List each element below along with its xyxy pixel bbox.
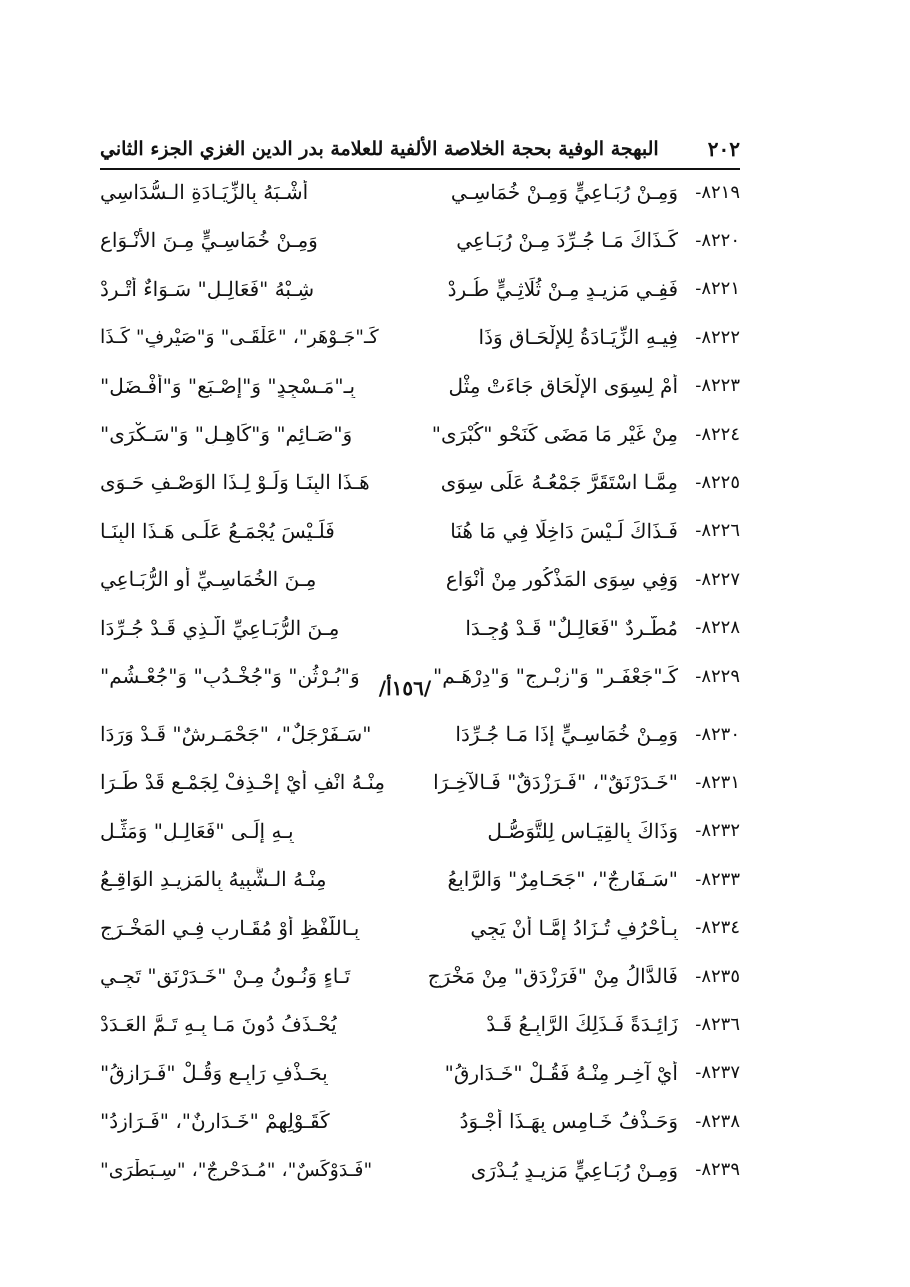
verse-number: ٨٢٣٥-	[695, 965, 740, 987]
verse-number: ٨٢٢٧-	[695, 568, 740, 590]
second-hemistich: مِنْـهُ انْفِ أَيْ إِحْـذِفْ لِجَمْـعٍ قَدْ طَـرَا	[100, 770, 386, 795]
verse-line	[100, 364, 740, 408]
verse-line	[100, 606, 740, 650]
second-hemistich: مِنْـهُ الـشَّبِيهُ بِالمَزِيـدِ الوَاقِـعُ	[100, 867, 327, 892]
first-hemistich: فِيـهِ الزِّيَـادَةُ لِلإِلْحَـاقِ وَذَا	[478, 325, 678, 350]
first-hemistich: أَمْ لِسِوَى الإِلْحَاقِ جَاءَتْ مِثْلِ	[448, 373, 678, 398]
verse-line	[100, 906, 740, 950]
verse-number: ٨٢١٩-	[695, 181, 740, 203]
first-hemistich: كَـذَاكَ مَـا جُـرِّدَ مِـنْ رُبَـاعِي	[456, 228, 678, 253]
verse-number: ٨٢٢٢-	[695, 326, 740, 348]
verse-number: ٨٢٢١-	[695, 278, 740, 300]
second-hemistich: كَقَـوْلِهِمْ "خَـدَارِنٌ"، "فَـرَازِدُ"	[100, 1109, 330, 1134]
second-hemistich: مِـنَ الرُّبَـاعِيِّ الَّـذِي قَـدْ جُـرِّدَا	[100, 615, 340, 640]
second-hemistich: فَلَـيْسَ يُجْمَـعُ عَلَـى هَـذَا البِنَـا	[100, 518, 335, 543]
second-hemistich: كَـ"جَـوْهَرٍ"، "عَلْقَـى" وَ"صَيْرِفٍ" كَـذَا	[100, 326, 379, 349]
second-hemistich: شِـبْهُ "فَعَالِـلٍ" سَـوَاءٌ أَتْـرِدْ	[100, 276, 315, 301]
verse-number: ٨٢٣٢-	[695, 820, 740, 842]
verse-line	[100, 1099, 740, 1143]
verse-line	[100, 1002, 740, 1046]
verse-line	[100, 170, 740, 214]
verse-line	[100, 954, 740, 998]
first-hemistich: فَالدَّالُ مِنْ "فَرَزْدَقٍ" مِنْ مَخْرَجِ	[427, 964, 678, 988]
page-number: ٢٠٢	[707, 137, 740, 161]
verse-number: ٨٢٣٩-	[695, 1159, 740, 1181]
folio-marker: /١٥٦أ/	[378, 676, 432, 700]
verse-number: ٨٢٢٦-	[695, 520, 740, 542]
verse-line	[100, 315, 740, 359]
verse-number: ٨٢٣٣-	[695, 868, 740, 890]
verse-line	[100, 509, 740, 553]
verse-number: ٨٢٢٨-	[695, 617, 740, 639]
verse-number: ٨٢٢٣-	[695, 375, 740, 397]
verse-line	[100, 809, 740, 853]
first-hemistich: كَـ"جَعْفَـرٍ" وَ"زِبْـرِجٍ" وَ"دِرْهَـمٍ"	[433, 664, 678, 688]
second-hemistich: وَمِـنْ خُمَاسِـيٍّ مِـنَ الأَنْـوَاعِ	[100, 228, 318, 253]
verse-number: ٨٢٢٤-	[695, 423, 740, 445]
verse-number: ٨٢٣٤-	[695, 917, 740, 939]
first-hemistich: فَفِـي مَزِيـدٍ مِـنْ ثُلَاثِـيٍّ طُـرِدْ	[447, 276, 678, 301]
second-hemistich: هَـذَا البِنَـا وَلَـوْ لِـذَا الوَصْـفِ حَـوَى	[100, 470, 370, 495]
second-hemistich: "فَـدَوْكَسٌ"، "مُـدَحْرِجٌ"، "سِـبَطْرَى"	[100, 1158, 373, 1181]
verse-line	[100, 760, 740, 804]
second-hemistich: بِـاللَّفْظِ أَوْ مُقَـارِبٍ فِـي المَخْـرَجِ	[100, 915, 360, 940]
first-hemistich: بِـأَحْرُفٍ تُـزَادُ إِمَّـا أَنْ يَجِي	[470, 915, 678, 940]
first-hemistich: مُطَّـرِدٌ "فَعَالِـلٌ" قَـدْ وُجِـدَا	[465, 615, 678, 640]
verse-line	[100, 218, 740, 262]
verse-line	[100, 460, 740, 504]
verse-number: ٨٢٣٧-	[695, 1062, 740, 1084]
first-hemistich: "سَـفَارِجٌ"، "جَحَـامِرٌ" وَالرَّابِعُ	[447, 867, 678, 892]
first-hemistich: مِنْ غَيْرِ مَا مَضَى كَنَحْوِ "كُبْرَى"	[431, 422, 678, 446]
verse-line	[100, 712, 740, 756]
first-hemistich: مِمَّـا اسْتَقَرَّ جَمْعُـهُ عَلَى سِوَى	[440, 470, 678, 495]
verse-line	[100, 412, 740, 456]
first-hemistich: وَذَاكَ بِالقِيَـاسِ لِلتَّوَصُّـلِ	[487, 818, 678, 843]
first-hemistich: وَمِـنْ رُبَـاعِيٍّ مَزِيـدٍ يُـدْرَى	[470, 1157, 678, 1182]
first-hemistich: وَحَـذْفُ خَـامِسٍ بِهَـذَا أَجْـوَدُ	[459, 1109, 678, 1134]
first-hemistich: زَائِـدَةً فَـذَلِكَ الرَّابِـعُ قَـدْ	[486, 1012, 678, 1037]
second-hemistich: وَ"صَـائِمٍ" وَ"كَاهِـلٍ" وَ"سَـكْرَى"	[100, 422, 353, 446]
second-hemistich: بِـ"مَـسْجِدٍ" وَ"إِصْـبَعٍ" وَ"أَفْـضَلِ"	[100, 373, 356, 398]
verse-number: ٨٢٢٩-	[695, 665, 740, 687]
verse-number: ٨٢٣١-	[695, 771, 740, 793]
first-hemistich: وَمِـنْ خُمَاسِـيٍّ إِذَا مَـا جُـرِّدَا	[455, 722, 678, 746]
second-hemistich: مِـنَ الخُمَاسِـيِّ أَوِ الرُّبَـاعِي	[100, 567, 317, 592]
first-hemistich: فَـذَاكَ لَـيْسَ دَاخِلًا فِي مَا هُنَا	[450, 518, 678, 543]
first-hemistich: وَمِـنْ رُبَـاعِيٍّ وَمِـنْ خُمَاسِـي	[450, 180, 678, 204]
second-hemistich: وَ"بُـرْثُنٍ" وَ"جُخْـدُبٍ" وَ"جُعْـشُمٍ"	[100, 664, 360, 688]
verse-number: ٨٢٢٥-	[695, 471, 740, 493]
verse-number: ٨٢٣٨-	[695, 1110, 740, 1132]
verse-line	[100, 1148, 740, 1192]
second-hemistich: بِحَـذْفِ رَابِـعٍ وَقُـلْ "فَـرَازِقُ"	[100, 1060, 328, 1085]
running-title: البهجة الوفية بحجة الخلاصة الألفية للعلامة بدر الدين الغزي الجزء الثاني	[100, 138, 659, 160]
verse-number: ٨٢٣٦-	[695, 1013, 740, 1035]
verse-number: ٨٢٢٠-	[695, 229, 740, 251]
verse-line	[100, 1051, 740, 1095]
first-hemistich: وَفِي سِوَى المَذْكُورِ مِنْ أَنْوَاعِ	[445, 567, 678, 592]
second-hemistich: بِـهِ إِلَـى "فَعَالِـلٍ" وَمَثِّـلِ	[100, 818, 294, 843]
second-hemistich: أَشْـبَهُ بِالزِّيَـادَةِ الـسُّدَاسِي	[100, 180, 309, 204]
verse-line	[100, 557, 740, 601]
second-hemistich: يُحْـذَفُ دُونَ مَـا بِـهِ تَـمَّ العَـدَدْ	[100, 1012, 337, 1037]
first-hemistich: أَيْ آخِـرٍ مِنْـهُ فَقُـلْ "خَـدَارِقُ"	[444, 1060, 678, 1085]
second-hemistich: تَـاءٍ وَنُـونُ مِـنْ "خَـدَرْنَقٍ" تَجِـي	[100, 964, 351, 988]
second-hemistich: "سَـفَرْجَلٌ"، "جَحْمَـرِشٌ" قَـدْ وَرَدَا	[100, 722, 372, 746]
verse-line	[100, 857, 740, 901]
first-hemistich: "خَـدَرْنَقٌ"، "فَـرَزْدَقٌ" فَـالآخِـرَا	[433, 770, 678, 795]
verse-number: ٨٢٣٠-	[695, 723, 740, 745]
page-header	[100, 132, 740, 166]
verse-line	[100, 267, 740, 311]
